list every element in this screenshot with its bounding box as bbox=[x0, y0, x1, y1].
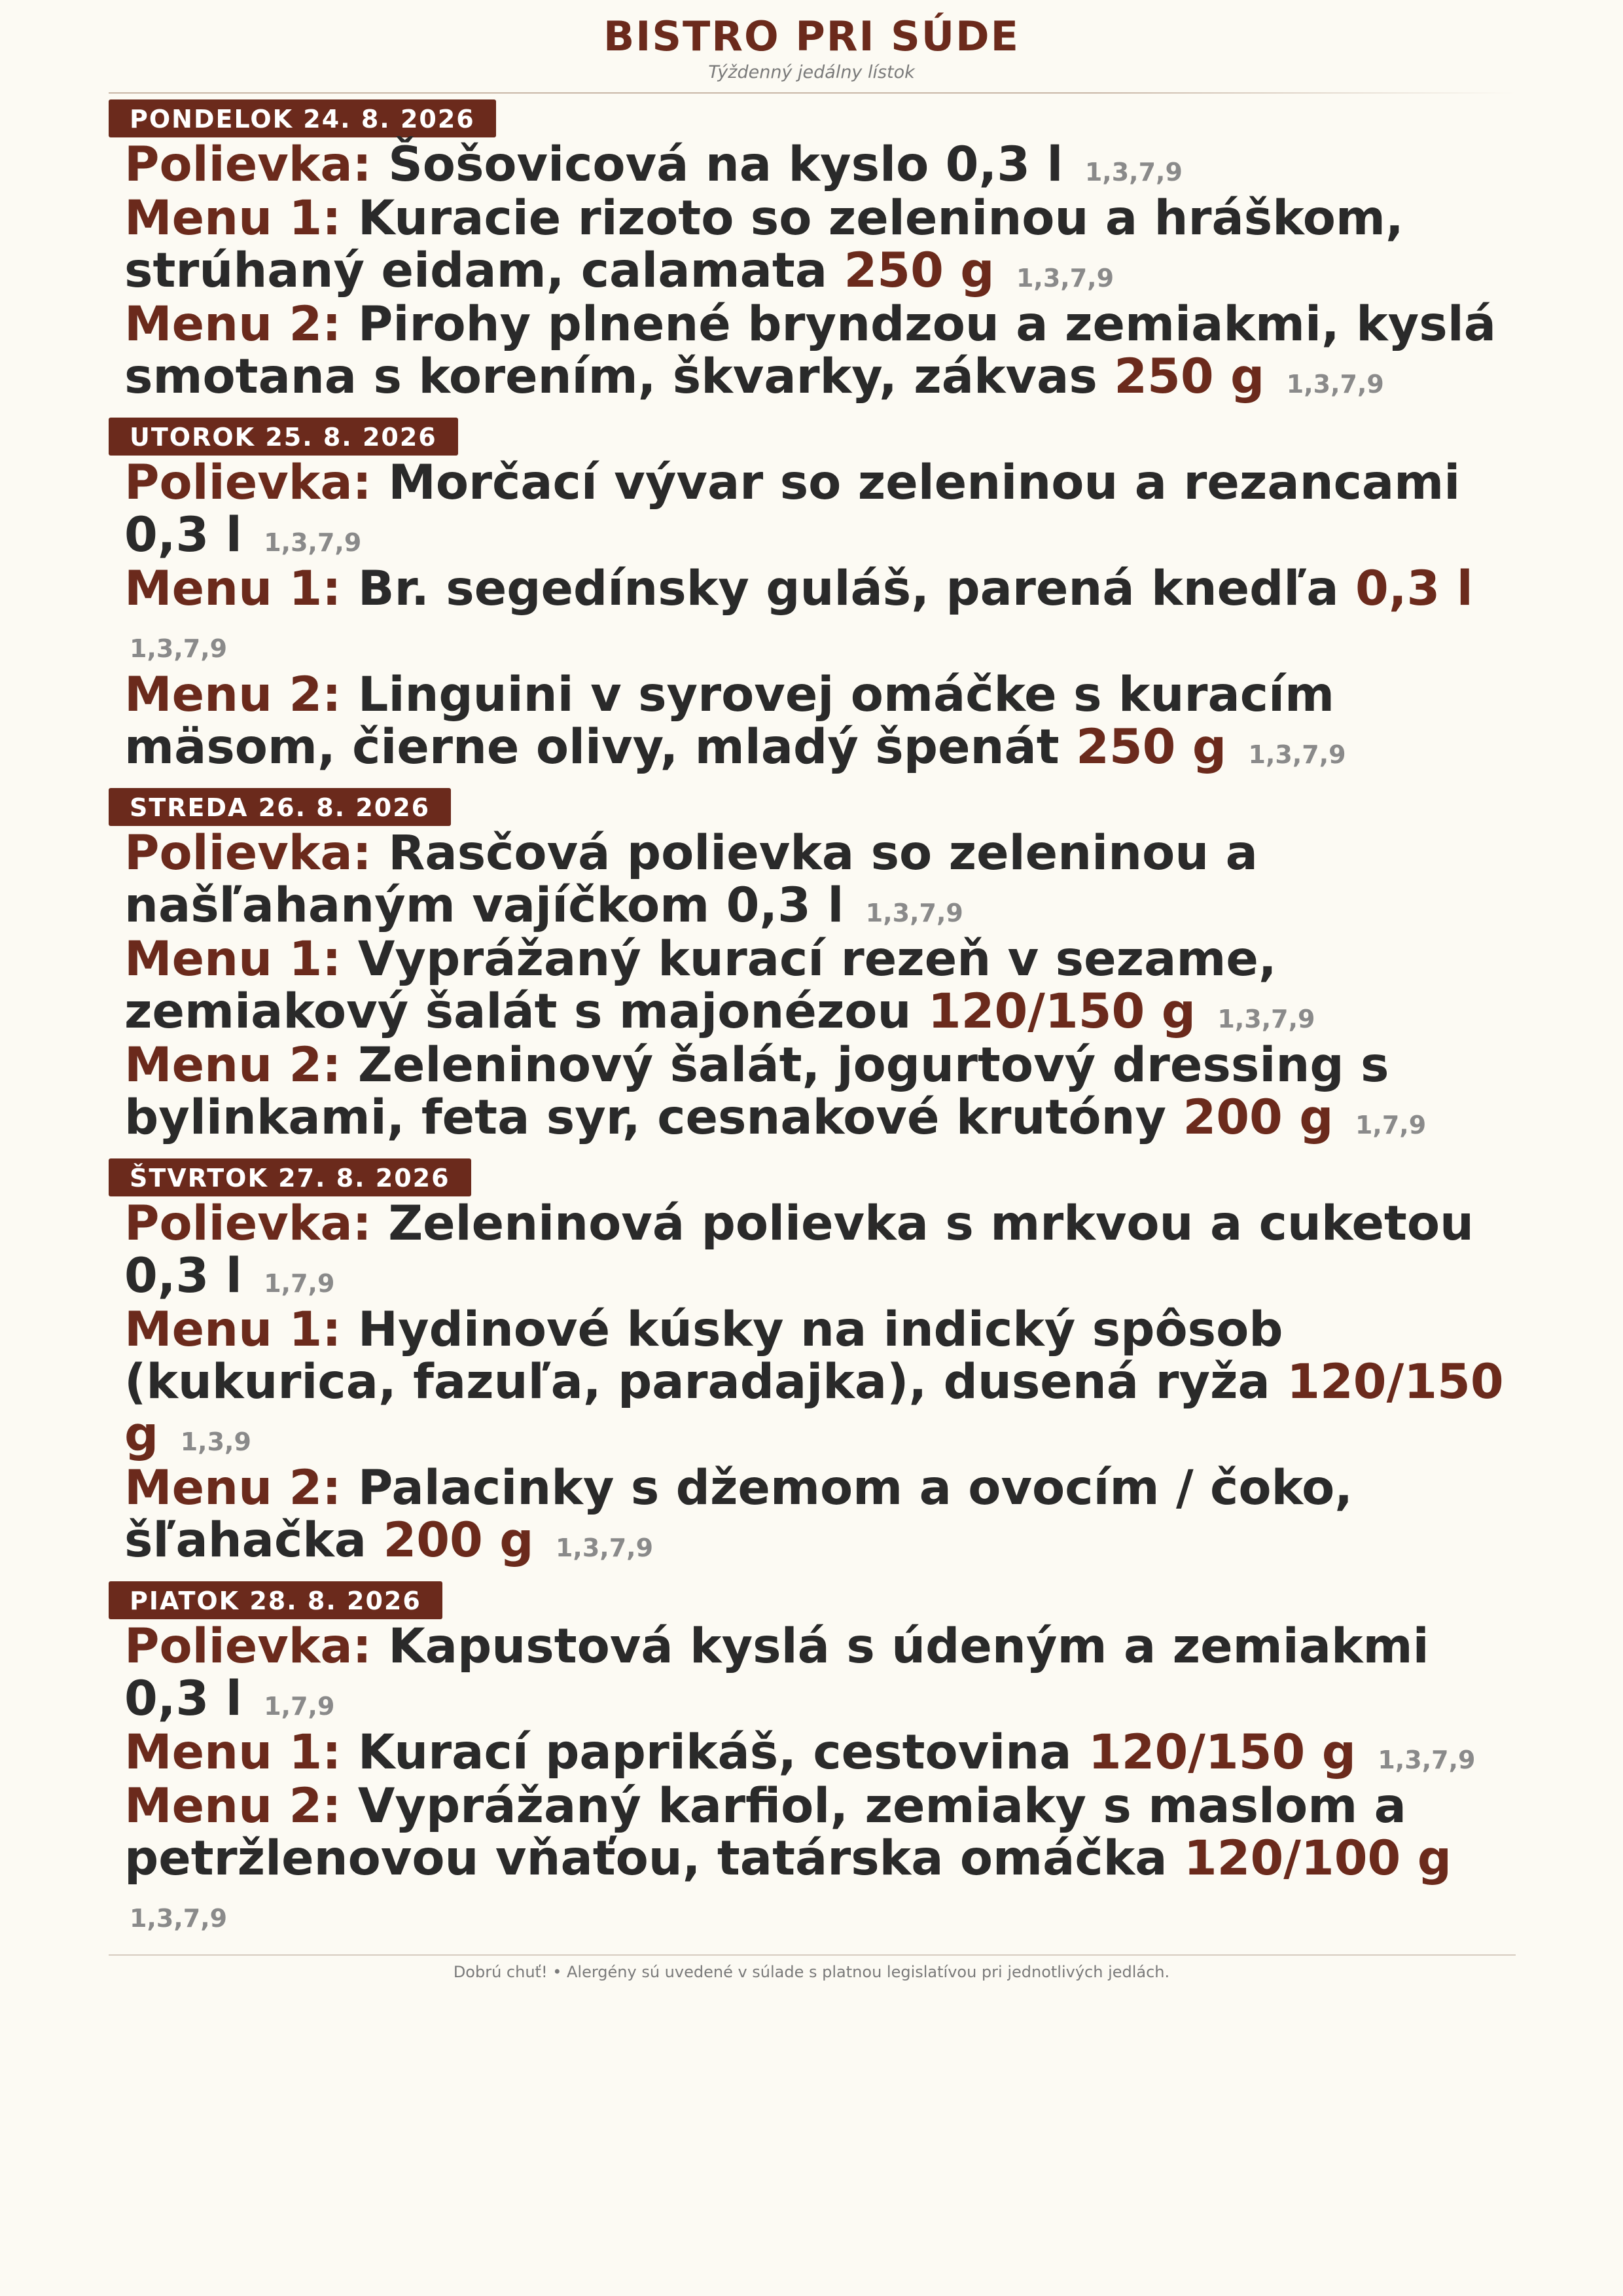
menu-item bbox=[109, 1780, 1516, 1937]
menu-item-name: Vyprážaný karfiol, zemiaky s maslom a petržlenovou vňaťou, tatárska omáčka bbox=[124, 1778, 1406, 1886]
header bbox=[0, 0, 1623, 84]
footer-divider bbox=[109, 1954, 1516, 1956]
footer-note: Dobrú chuť! • Alergény sú uvedené v súlade s platnou legislatívou pri jednotlivých jedlách. bbox=[453, 1963, 1170, 1981]
day-label: STREDA 26. 8. 2026 bbox=[109, 788, 451, 826]
menu-item-label: Menu 1: bbox=[124, 931, 342, 987]
menu-item-name: Zeleninový šalát, jogurtový dressing s bylinkami, feta syr, cesnakové krutóny bbox=[124, 1037, 1389, 1145]
menu-item-portion: 200 g bbox=[383, 1513, 534, 1568]
menu-item-label: Menu 1: bbox=[124, 1725, 342, 1780]
day-label: ŠTVRTOK 27. 8. 2026 bbox=[109, 1158, 471, 1196]
menu-item-portion: 0,3 l bbox=[124, 1248, 242, 1304]
menu-item-allergens: 1,3,7,9 bbox=[1084, 158, 1183, 187]
menu-item-name: Vyprážaný kurací rezeň v sezame, zemiakový šalát s majonézou bbox=[124, 931, 1277, 1039]
menu-item bbox=[109, 192, 1516, 297]
menu-item-label: Menu 1: bbox=[124, 190, 342, 246]
menu-item-name: Hydinové kúsky na indický spôsob (kukurica, fazuľa, paradajka), dusená ryža bbox=[124, 1302, 1283, 1410]
menu-item-portion: 250 g bbox=[844, 243, 995, 298]
menu-item-label: Menu 1: bbox=[124, 561, 342, 617]
menu-item-name: Morčací vývar so zeleninou a rezancami bbox=[388, 455, 1461, 511]
menu-item-allergens: 1,3,7,9 bbox=[1378, 1746, 1476, 1774]
menu-item-label: Polievka: bbox=[124, 137, 372, 192]
menu-item-name: Pirohy plnené bryndzou a zemiakmi, kyslá smotana s korením, škvarky, zákvas bbox=[124, 296, 1496, 404]
day-section bbox=[109, 788, 1516, 1144]
menu-item-portion: 250 g bbox=[1114, 349, 1265, 404]
menu-item bbox=[109, 1462, 1516, 1567]
menu-item-portion: 0,3 l bbox=[1355, 561, 1473, 617]
header-divider bbox=[109, 92, 1516, 94]
menu-item-name: Linguini v syrovej omáčke s kuracím mäsom, čierne olivy, mladý špenát bbox=[124, 667, 1335, 775]
menu-item-name: Šošovicová na kyslo bbox=[388, 137, 929, 192]
menu-item-name: Rasčová polievka so zeleninou a našľahaným vajíčkom bbox=[124, 825, 1258, 933]
page-subtitle: Týždenný jedálny lístok bbox=[708, 62, 915, 82]
menu-item-label: Polievka: bbox=[124, 825, 372, 881]
menu-item-name: Zeleninová polievka s mrkvou a cuketou bbox=[388, 1196, 1474, 1251]
menu-item bbox=[109, 1039, 1516, 1144]
menu-item-label: Menu 2: bbox=[124, 1460, 342, 1516]
menu-item-name: Kapustová kyslá s údeným a zemiakmi bbox=[388, 1619, 1429, 1674]
menu-item-label: Polievka: bbox=[124, 1619, 372, 1674]
menu-item-label: Menu 2: bbox=[124, 1778, 342, 1834]
menu-item bbox=[109, 457, 1516, 562]
menu-item-label: Menu 2: bbox=[124, 667, 342, 723]
menu-item bbox=[109, 139, 1516, 191]
menu-item-portion: 0,3 l bbox=[124, 1671, 242, 1727]
day-label: UTOROK 25. 8. 2026 bbox=[109, 418, 458, 456]
menu-item-allergens: 1,3,7,9 bbox=[555, 1534, 654, 1562]
menu-item-name: Kuracie rizoto so zeleninou a hráškom, strúhaný eidam, calamata bbox=[124, 190, 1404, 298]
menu-item-allergens: 1,3,7,9 bbox=[130, 1904, 228, 1933]
menu-item bbox=[109, 669, 1516, 774]
menu-item-allergens: 1,3,9 bbox=[180, 1427, 251, 1456]
menu-item-name: Palacinky s džemom a ovocím / čoko, šľahačka bbox=[124, 1460, 1353, 1568]
menu-item bbox=[109, 827, 1516, 932]
menu-item-allergens: 1,3,7,9 bbox=[1217, 1005, 1315, 1033]
menu-item-label: Polievka: bbox=[124, 455, 372, 511]
menu-item bbox=[109, 1198, 1516, 1302]
menu-item-portion: 120/150 g bbox=[1088, 1725, 1356, 1780]
day-section bbox=[109, 99, 1516, 403]
menu-item-allergens: 1,3,7,9 bbox=[1286, 370, 1384, 399]
menu-item bbox=[109, 1304, 1516, 1461]
menu-item-allergens: 1,3,7,9 bbox=[865, 899, 963, 927]
menu-item-allergens: 1,7,9 bbox=[264, 1692, 335, 1721]
page-title: BISTRO PRI SÚDE bbox=[603, 12, 1020, 60]
menu-item-allergens: 1,3,7,9 bbox=[1248, 740, 1346, 769]
menu-item-label: Menu 2: bbox=[124, 1037, 342, 1093]
menu-item-portion: 0,3 l bbox=[945, 137, 1063, 192]
menu-item-name: Kurací paprikáš, cestovina bbox=[357, 1725, 1072, 1780]
menu-item-portion: 120/150 g bbox=[124, 1354, 1504, 1462]
day-section bbox=[109, 418, 1516, 774]
menu-item-allergens: 1,3,7,9 bbox=[264, 528, 362, 557]
menu-item-name: Br. segedínsky guláš, parená knedľa bbox=[357, 561, 1339, 617]
menu-item-portion: 250 g bbox=[1076, 719, 1227, 775]
weekly-menu bbox=[109, 99, 1516, 1952]
menu-item bbox=[109, 1727, 1516, 1779]
menu-item bbox=[109, 298, 1516, 403]
menu-item bbox=[109, 933, 1516, 1038]
menu-item-allergens: 1,7,9 bbox=[1355, 1111, 1427, 1139]
menu-item-allergens: 1,7,9 bbox=[264, 1269, 335, 1298]
menu-item-label: Polievka: bbox=[124, 1196, 372, 1251]
menu-item-label: Menu 1: bbox=[124, 1302, 342, 1357]
menu-item-allergens: 1,3,7,9 bbox=[1016, 264, 1115, 293]
day-label: PONDELOK 24. 8. 2026 bbox=[109, 99, 496, 137]
menu-item bbox=[109, 563, 1516, 668]
menu-item-portion: 0,3 l bbox=[124, 507, 242, 563]
menu-item-label: Menu 2: bbox=[124, 296, 342, 352]
menu-item-portion: 120/150 g bbox=[927, 984, 1196, 1039]
menu-item-portion: 0,3 l bbox=[726, 878, 844, 933]
day-section bbox=[109, 1581, 1516, 1937]
menu-item-portion: 200 g bbox=[1183, 1090, 1334, 1145]
menu-item-allergens: 1,3,7,9 bbox=[130, 634, 228, 663]
menu-item bbox=[109, 1621, 1516, 1725]
day-label: PIATOK 28. 8. 2026 bbox=[109, 1581, 442, 1619]
day-section bbox=[109, 1158, 1516, 1567]
menu-item-portion: 120/100 g bbox=[1183, 1831, 1452, 1886]
